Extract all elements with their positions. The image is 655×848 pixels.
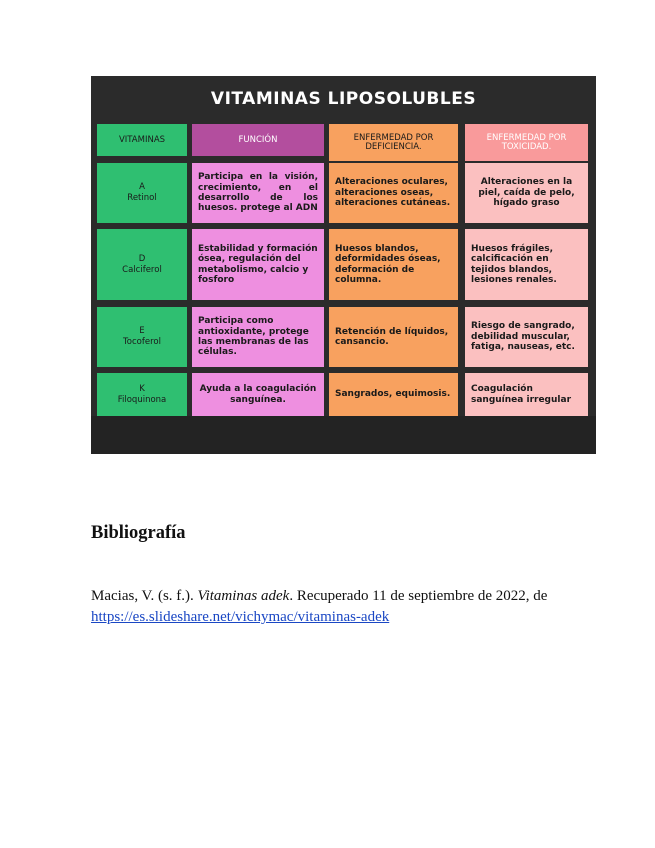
vitamin-e-toxicity-text: Riesgo de sangrado, debilidad muscular, fatiga, nauseas, etc. (471, 321, 575, 353)
citation-work-title: Vitaminas adek (197, 588, 290, 604)
header-vitaminas: VITAMINAS (97, 124, 187, 156)
vitamin-k-deficiency-text: Sangrados, equimosis. (335, 389, 451, 400)
vitamin-e-deficiency (329, 307, 458, 367)
infographic-title: VITAMINAS LIPOSOLUBLES (210, 89, 477, 109)
vitamin-e-function-text: Participa como antioxidante, protege las membranas de las células. (198, 316, 309, 358)
header-deficiencia: ENFERMEDAD POR DEFICIENCIA. (329, 124, 458, 161)
vitamin-e-function (192, 307, 324, 367)
vitamin-k-function (192, 373, 324, 416)
vitamin-k-deficiency (329, 373, 458, 416)
vitamin-e-name: E Tocoferol (97, 307, 187, 367)
vitamin-d-deficiency (329, 229, 458, 300)
vitamin-d-toxicity (465, 229, 588, 300)
vitamin-a-function (192, 163, 324, 223)
vitamin-k-toxicity-text: Coagulación sanguínea irregular (471, 384, 572, 405)
header-toxicidad: ENFERMEDAD POR TOXICIDAD. (465, 124, 588, 161)
vitamin-k-name: K Filoquinona (97, 373, 187, 416)
bibliography-heading: Bibliografía (91, 523, 186, 543)
vitamin-k-toxicity (465, 373, 588, 416)
bibliography-citation (91, 586, 571, 628)
vitamin-d-name: D Calciferol (97, 229, 187, 300)
vitamin-e-deficiency-text: Retención de líquidos, cansancio. (335, 326, 449, 347)
vitamin-d-function (192, 229, 324, 300)
vitamin-e-toxicity (465, 307, 588, 367)
vitamin-a-toxicity (465, 163, 588, 223)
vitamin-d-toxicity-text: Huesos frágiles, calcificación en tejidos blandos, lesiones renales. (471, 243, 557, 285)
background-floor (91, 416, 596, 454)
citation-retrieved: . Recuperado 11 de septiembre de 2022, de (289, 588, 548, 604)
vitamin-a-toxicity-text: Alteraciones en la piel, caída de pelo, hígado graso (478, 177, 575, 209)
vitamin-a-name: A Retinol (97, 163, 187, 223)
vitamin-d-function-text: Estabilidad y formación ósea, regulación del metabolismo, calcio y fosforo (198, 243, 318, 285)
vitamin-a-function-text: Participa en la visión, crecimiento, en el desarrollo de los huesos. protege al ADN (198, 172, 318, 214)
citation-author: Macias, V. (s. f.). (91, 588, 198, 604)
vitamin-k-function-text: Ayuda a la coagulación sanguínea. (199, 384, 317, 405)
vitamin-a-deficiency (329, 163, 458, 223)
vitamin-a-deficiency-text: Alteraciones oculares, alteraciones oseas, alteraciones cutáneas. (335, 177, 451, 209)
header-funcion: FUNCIÓN (192, 124, 324, 156)
vitamins-infographic (91, 76, 596, 454)
citation-url-link[interactable]: https://es.slideshare.net/vichymac/vitaminas-adek (91, 609, 390, 625)
vitamin-d-deficiency-text: Huesos blandos, deformidades óseas, deformación de columna. (335, 243, 441, 285)
